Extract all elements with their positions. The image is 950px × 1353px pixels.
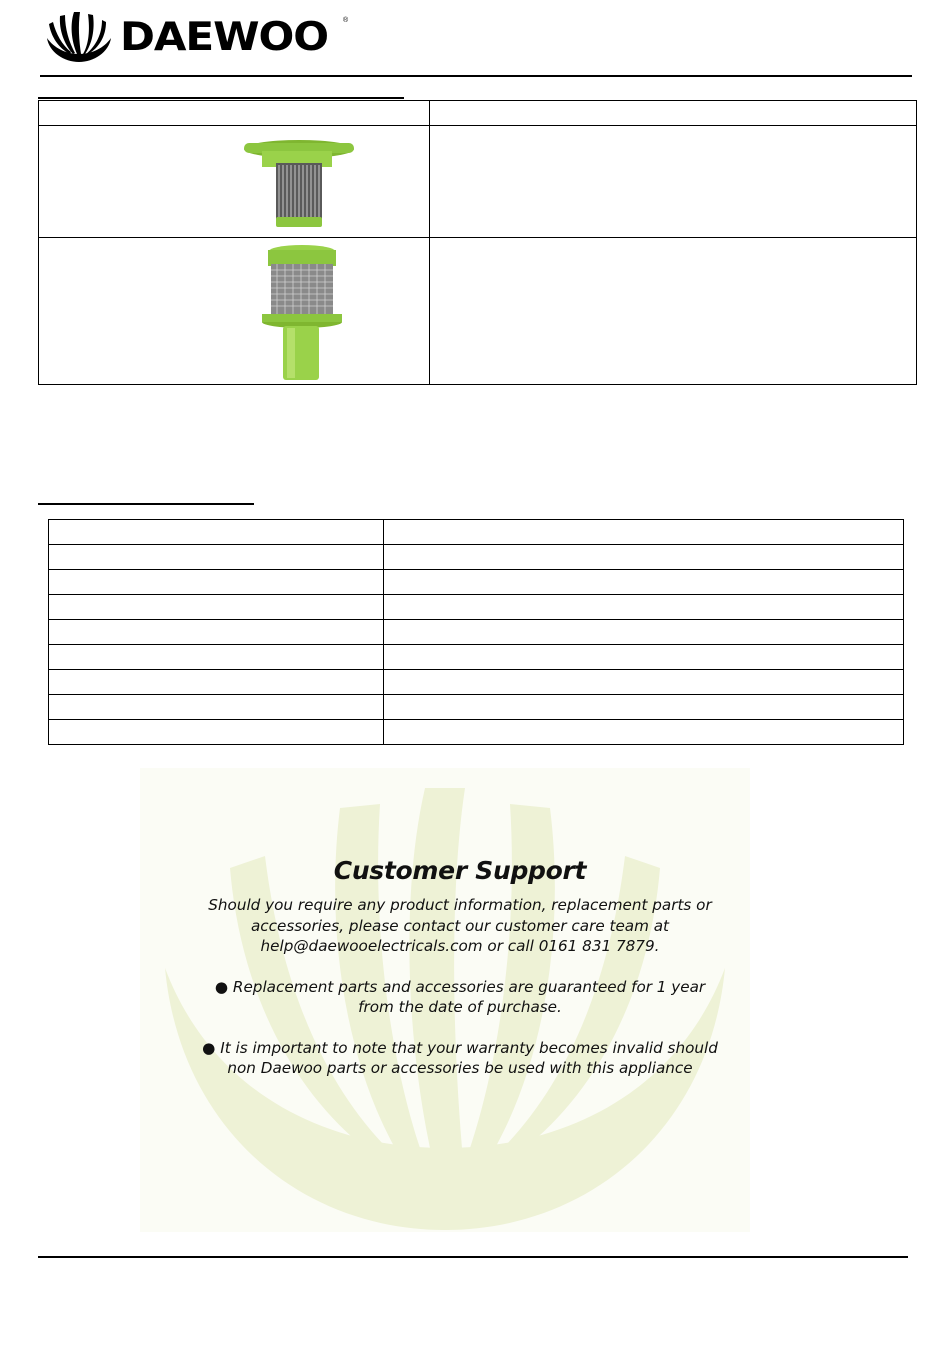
parts-description-cell [430,126,917,238]
bullet-icon: ● [202,1038,216,1057]
spec-value [384,545,904,570]
parts-table-header [39,101,917,126]
customer-support-text [200,856,720,1099]
cone-filter-image [242,139,362,231]
registered-mark: ® [343,17,349,24]
table-row [49,720,904,745]
spec-label [49,670,384,695]
parts-header-cell [430,101,917,126]
customer-support-title: Customer Support [333,856,587,885]
spec-value [384,645,904,670]
spec-label [49,545,384,570]
support-contact-paragraph: Should you require any product information, replacement parts or accessories, please contact our customer care team at help@daewooelectricals.com or call 0161 831 7879. [208,896,712,955]
spec-value [384,695,904,720]
spec-label [49,620,384,645]
header-divider [40,75,912,77]
spec-value [384,570,904,595]
support-bullet-warranty [200,1038,720,1079]
spec-label [49,570,384,595]
spec-label [49,520,384,545]
mesh-filter-image [257,242,347,382]
table-row [49,695,904,720]
spec-label [49,720,384,745]
parts-table [38,100,917,385]
spec-label [49,645,384,670]
support-bullet-guarantee [200,977,720,1018]
spec-label [49,695,384,720]
daewoo-logo [44,10,328,64]
spec-value [384,670,904,695]
spec-value [384,520,904,545]
footer-divider [38,1256,908,1258]
spec-value [384,620,904,645]
parts-heading-underline [38,97,404,99]
daewoo-fan-icon [44,10,114,64]
table-row [49,520,904,545]
table-row [49,595,904,620]
table-row [49,645,904,670]
brand-name: DAEWOO [120,14,328,60]
spec-value [384,595,904,620]
table-row [49,545,904,570]
guarantee-text: Replacement parts and accessories are guaranteed for 1 year from the date of purchase. [232,977,706,1016]
specs-heading-underline [38,503,254,505]
table-row [39,126,917,238]
spec-label [49,595,384,620]
spec-value [384,720,904,745]
bullet-icon: ● [214,977,229,996]
parts-image-cell [39,126,430,238]
table-row [39,238,917,385]
parts-description-cell [430,238,917,385]
specs-table [48,519,904,745]
warranty-text: It is important to note that your warranty becomes invalid should non Daewoo parts or accessories be used with this appliance [220,1038,718,1077]
parts-image-cell [39,238,430,385]
parts-header-cell [39,101,430,126]
table-row [49,670,904,695]
customer-support-panel [140,768,750,1232]
table-row [49,570,904,595]
table-row [49,620,904,645]
